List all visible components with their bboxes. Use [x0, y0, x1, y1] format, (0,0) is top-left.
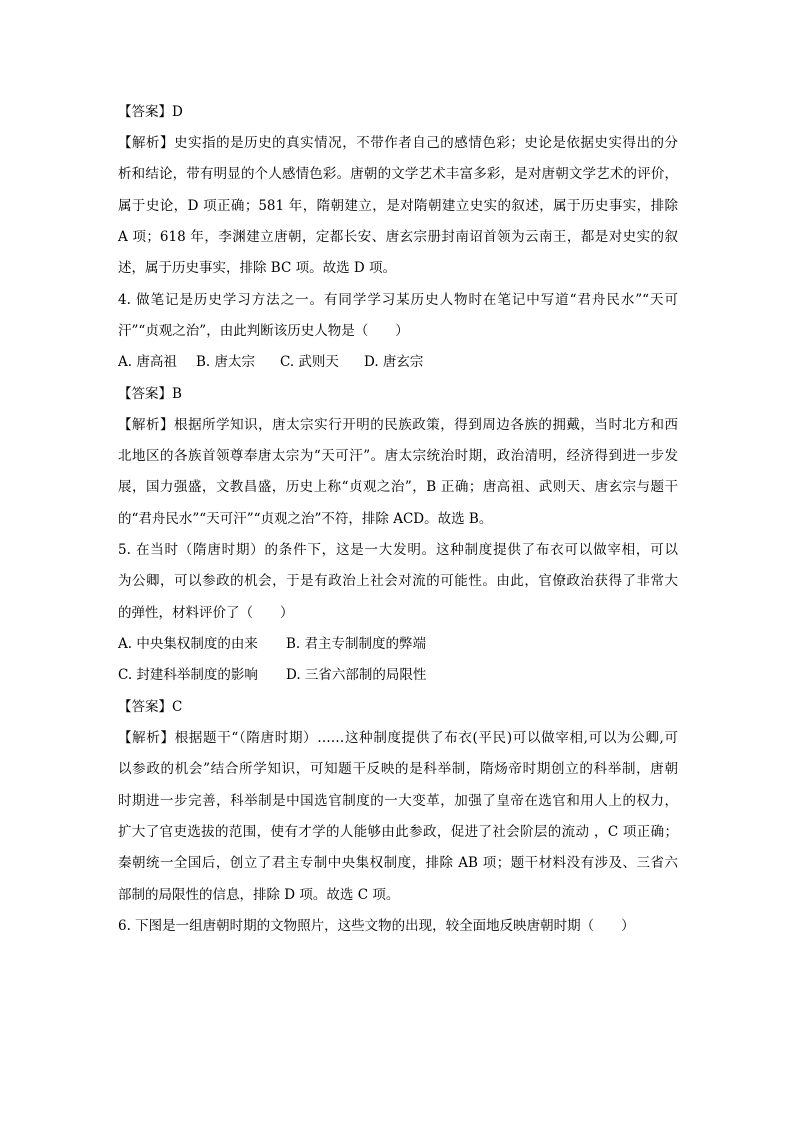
analysis-line: 的“君舟民水”“天可汗”“贞观之治”不符，排除 ACD。故选 B。	[118, 511, 493, 527]
answer-label: 【答案】B	[118, 386, 182, 402]
options-row	[118, 352, 678, 372]
analysis-line: 时期进一步完善，科举制是中国选官制度的一大变革，加强了皇帝在选官和用人上的权力，	[118, 793, 678, 809]
analysis-line: 北地区的各族首领尊奉唐太宗为“天可汗”。唐太宗统治时期，政治清明，经济得到进一步发	[118, 448, 678, 464]
question-line: 汗”“贞观之治”，由此判断该历史人物是（ ）	[118, 323, 409, 339]
option-c: C. 封建科举制度的影响	[118, 667, 258, 683]
analysis-line: 扩大了官吏选拔的范围，使有才学的人能够由此参政，促进了社会阶层的流动 ，C 项正确；	[118, 824, 678, 840]
analysis-line: 述，属于历史事实，排除 BC 项。故选 D 项。	[118, 260, 396, 276]
analysis-line: A 项；618 年，李渊建立唐朝，定都长安、唐玄宗册封南诏首领为云南王，都是对史实的叙	[118, 229, 678, 245]
option-c: C. 武则天	[280, 354, 339, 370]
analysis-line: 【解析】史实指的是历史的真实情况，不带作者自己的感情色彩；史论是依据史实得出的分	[118, 135, 678, 151]
answer-label: 【答案】C	[118, 699, 183, 715]
analysis-line: 【解析】根据题干“（隋唐时期）……这种制度提供了布衣(平民)可以做宰相,可以为公卿,可	[118, 730, 678, 746]
question-line: 6. 下图是一组唐朝时期的文物照片，这些文物的出现，较全面地反映唐朝时期（ ）	[118, 918, 635, 934]
analysis-line: 属于史论，D 项正确；581 年，隋朝建立，是对隋朝建立史实的叙述，属于历史事实，排除	[118, 198, 678, 214]
option-d: D. 三省六部制的局限性	[286, 667, 427, 683]
analysis-line: 析和结论，带有明显的个人感情色彩。唐朝的文学艺术丰富多彩，是对唐朝文学艺术的评价，	[118, 166, 678, 182]
options-row	[118, 665, 678, 685]
analysis-line: 展，国力强盛，文教昌盛，历史上称“贞观之治”，B 正确；唐高祖、武则天、唐玄宗与题干	[118, 479, 678, 495]
answer-label: 【答案】D	[118, 104, 183, 120]
option-b: B. 唐太宗	[196, 354, 256, 370]
question-line: 4. 做笔记是历史学习方法之一。有同学学习某历史人物时在笔记中写道“君舟民水”“天可	[118, 292, 678, 308]
option-a: A. 中央集权制度的由来	[118, 636, 258, 652]
question-line: 5. 在当时（隋唐时期）的条件下，这是一大发明。这种制度提供了布衣可以做宰相，可以	[118, 542, 678, 558]
options-row	[118, 634, 678, 654]
option-d: D. 唐玄宗	[364, 354, 424, 370]
question-line: 为公卿，可以参政的机会，于是有政治上社会对流的可能性。由此，官僚政治获得了非常大	[118, 573, 678, 589]
analysis-line: 【解析】根据所学知识，唐太宗实行开明的民族政策，得到周边各族的拥戴，当时北方和西	[118, 417, 678, 433]
option-b: B. 君主专制制度的弊端	[286, 636, 427, 652]
option-a: A. 唐高祖	[118, 354, 177, 370]
analysis-line: 以参政的机会”结合所学知识，可知题干反映的是科举制，隋炀帝时期创立的科举制，唐朝	[118, 761, 678, 777]
question-line: 的弹性，材料评价了（ ）	[118, 605, 294, 621]
analysis-line: 部制的局限性的信息，排除 D 项。故选 C 项。	[118, 887, 400, 903]
analysis-line: 秦朝统一全国后，创立了君主专制中央集权制度，排除 AB 项；题干材料没有涉及、三省六	[118, 855, 678, 871]
